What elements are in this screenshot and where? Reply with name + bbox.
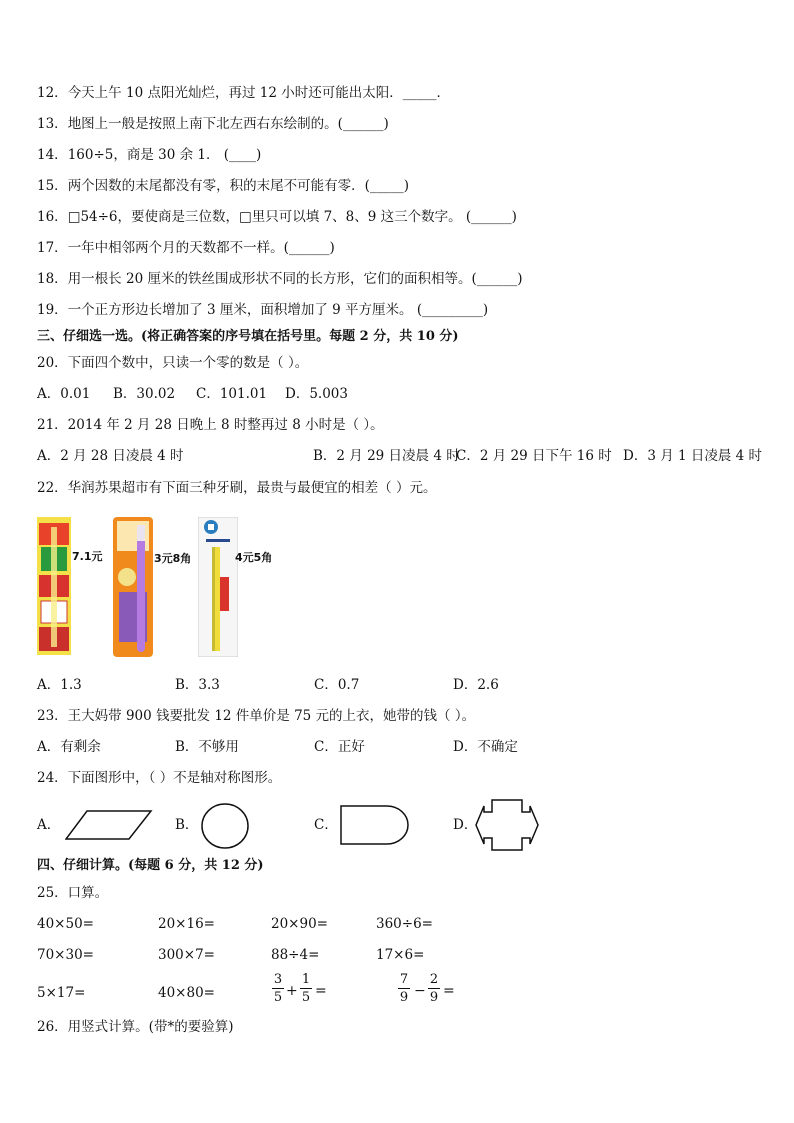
denominator: 9 xyxy=(429,990,439,1005)
fraction xyxy=(272,972,284,1005)
calc-item: 88÷4= xyxy=(271,947,320,963)
option-c: C．正好 xyxy=(314,739,365,755)
calc-item: 70×30= xyxy=(37,947,94,963)
option-b: B． xyxy=(175,817,199,833)
question-number: 17． xyxy=(37,240,68,256)
question-13 xyxy=(37,115,389,133)
option-b: B．30.02 xyxy=(113,386,176,402)
parallelogram-shape xyxy=(65,809,153,841)
option-c: C．101.01 xyxy=(196,386,268,402)
option-b: B．不够用 xyxy=(175,739,239,755)
question-12 xyxy=(37,84,450,102)
question-16 xyxy=(37,208,517,226)
toothbrush-image-1 xyxy=(37,517,99,655)
question-text: 160÷5，商是 30 余 1． (____) xyxy=(67,147,262,163)
calc-item: 5×17= xyxy=(37,985,86,1001)
question-number: 16． xyxy=(37,209,68,225)
section-heading-4: 四、仔细计算。(每题 6 分，共 12 分) xyxy=(37,858,264,873)
question-number: 15． xyxy=(37,178,68,194)
question-25: 25．口算。 xyxy=(37,885,109,901)
fraction xyxy=(300,972,312,1005)
calc-item: 17×6= xyxy=(376,947,425,963)
option-a: A． xyxy=(37,817,61,833)
question-24: 24．下面图形中，（ ）不是轴对称图形。 xyxy=(37,770,282,786)
fraction xyxy=(398,972,410,1005)
calc-item: 20×16= xyxy=(158,916,215,932)
question-number: 18． xyxy=(37,271,68,287)
operator: + xyxy=(286,983,298,999)
option-c: C．2 月 29 日下午 16 时 xyxy=(456,448,612,464)
option-a: A．0.01 xyxy=(37,386,91,402)
question-text: □54÷6，要使商是三位数，□里只可以填 7、8、9 这三个数字。 (______) xyxy=(67,209,517,225)
calc-item: 20×90= xyxy=(271,916,328,932)
question-text: 一年中相邻两个月的天数都不一样。(______) xyxy=(67,240,335,256)
question-number: 19． xyxy=(37,302,68,318)
question-number: 14． xyxy=(37,147,68,163)
option-a: A．有剩余 xyxy=(37,739,101,755)
question-20: 20．下面四个数中，只读一个零的数是（ ）。 xyxy=(37,355,309,371)
question-21: 21．2014 年 2 月 28 日晚上 8 时整再过 8 小时是（ ）。 xyxy=(37,417,384,433)
numerator: 3 xyxy=(273,972,283,987)
option-d: D．3 月 1 日凌晨 4 时 xyxy=(623,448,763,464)
denominator: 5 xyxy=(301,990,311,1005)
calc-item: 300×7= xyxy=(158,947,215,963)
numerator: 1 xyxy=(301,972,311,987)
numerator: 7 xyxy=(399,972,409,987)
fraction xyxy=(428,972,440,1005)
question-22: 22．华润苏果超市有下面三种牙刷，最贵与最便宜的相差（ ）元。 xyxy=(37,480,437,496)
section-heading-3: 三、仔细选一选。(将正确答案的序号填在括号里。每题 2 分，共 10 分) xyxy=(37,329,459,344)
numerator: 2 xyxy=(429,972,439,987)
circle-shape xyxy=(200,802,250,850)
equals-sign: = xyxy=(443,983,455,999)
question-17 xyxy=(37,239,335,257)
denominator: 5 xyxy=(273,990,283,1005)
option-d: D．2.6 xyxy=(453,677,499,693)
question-number: 12． xyxy=(37,85,68,101)
question-text: 用一根长 20 厘米的铁丝围成形状不同的长方形，它们的面积相等。(______) xyxy=(67,271,523,287)
question-text: 一个正方形边长增加了 3 厘米，面积增加了 9 平方厘米。 (_________) xyxy=(67,302,489,318)
rounded-tab-shape xyxy=(339,804,411,846)
question-text: 今天上午 10 点阳光灿烂，再过 12 小时还可能出太阳．_____． xyxy=(67,85,450,101)
option-a: A．2 月 28 日凌晨 4 时 xyxy=(37,448,184,464)
price-label: 7.1元 xyxy=(72,550,103,563)
toothbrush-image-2 xyxy=(113,517,153,657)
question-15 xyxy=(37,177,409,195)
question-19 xyxy=(37,301,488,319)
option-b: B．2 月 29 日凌晨 4 时 xyxy=(313,448,460,464)
price-label: 3元8角 xyxy=(154,552,192,565)
option-d: D． xyxy=(453,817,478,833)
question-26: 26．用竖式计算。(带*的要验算) xyxy=(37,1019,234,1035)
toothbrush-image-3 xyxy=(198,517,238,657)
question-number: 13． xyxy=(37,116,68,132)
question-text: 两个因数的末尾都没有零，积的末尾不可能有零．(_____) xyxy=(67,178,409,194)
question-text: 地图上一般是按照上南下北左西右东绘制的。(______) xyxy=(67,116,389,132)
question-18 xyxy=(37,270,522,288)
option-d: D．5.003 xyxy=(285,386,348,402)
question-14 xyxy=(37,146,261,164)
option-b: B．3.3 xyxy=(175,677,220,693)
calc-item: 360÷6= xyxy=(376,916,433,932)
denominator: 9 xyxy=(399,990,409,1005)
calc-item: 40×50= xyxy=(37,916,94,932)
option-c: C． xyxy=(314,817,338,833)
calc-item: 40×80= xyxy=(158,985,215,1001)
option-d: D．不确定 xyxy=(453,739,518,755)
operator: − xyxy=(414,983,426,999)
option-c: C．0.7 xyxy=(314,677,360,693)
question-23: 23．王大妈带 900 钱要批发 12 件单价是 75 元的上衣，她带的钱（ ）。 xyxy=(37,708,476,724)
arrow-cross-shape xyxy=(474,798,540,852)
option-a: A．1.3 xyxy=(37,677,82,693)
equals-sign: = xyxy=(315,983,327,999)
price-label: 4元5角 xyxy=(235,551,273,564)
